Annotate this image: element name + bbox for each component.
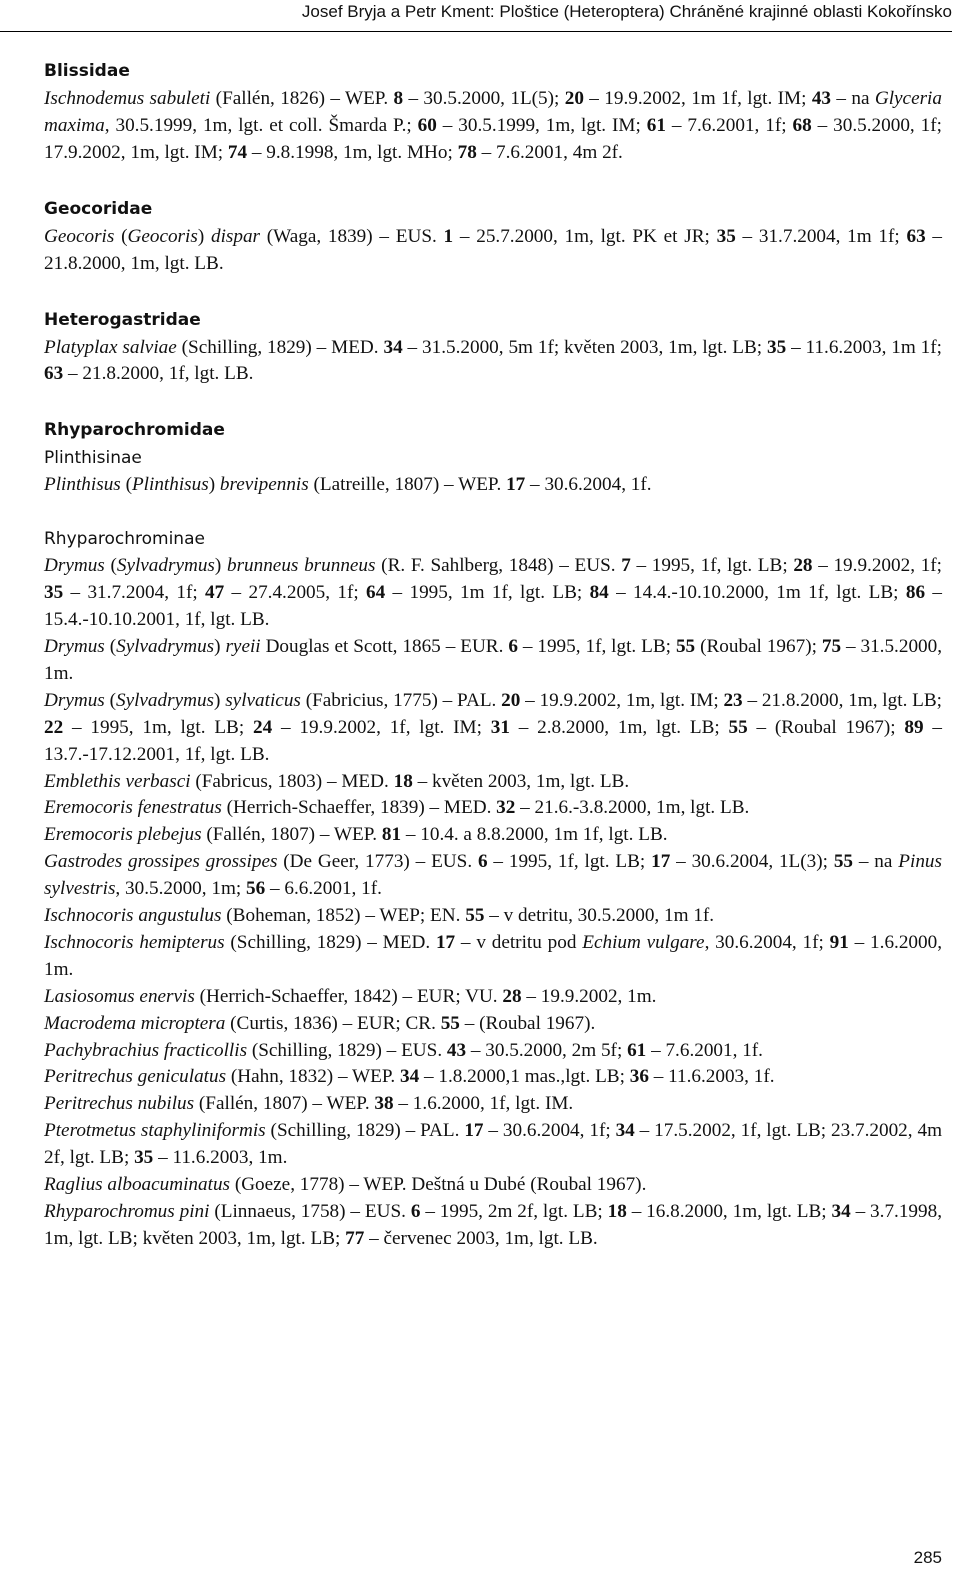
- species-entry: Lasiosomus enervis (Herrich-Schaeffer, 1842) – EUR; VU. 28 – 19.9.2002, 1m.: [44, 985, 657, 1007]
- species-entry: Pterotmetus staphyliniformis (Schilling, 1829) – PAL. 17 – 30.6.2004, 1f; 34 – 17.5.2002, 1f, lgt. LB; 23.7.2002, 4m 2f, lgt. LB; 35 – 11.6.2003, 1m.: [44, 1120, 942, 1169]
- family-heading-blissidae: Blissidae: [44, 61, 130, 81]
- species-entry: Plinthisus (Plinthisus) brevipennis (Latreille, 1807) – WEP. 17 – 30.6.2004, 1f.: [44, 474, 652, 496]
- species-entry: Eremocoris fenestratus (Herrich-Schaeffer, 1839) – MED. 32 – 21.6.-3.8.2000, 1m, lgt. LB.: [44, 797, 750, 819]
- species-entry: Drymus (Sylvadrymus) sylvaticus (Fabricius, 1775) – PAL. 20 – 19.9.2002, 1m, lgt. IM; 23 – 21.8.2000, 1m, lgt. LB; 22 – 1995, 1m, lgt. LB; 24 – 19.9.2002, 1f, lgt. IM; 31 – 2.8.2000, 1m, lgt. LB; 55 – (Roubal 1967); 89 – 13.7.-17.12.2001, 1f, lgt. LB.: [44, 689, 943, 765]
- species-entry: Gastrodes grossipes grossipes (De Geer, 1773) – EUS. 6 – 1995, 1f, lgt. LB; 17 – 30.6.2004, 1L(3); 55 – na Pinus sylvestris, 30.5.2000, 1m; 56 – 6.6.2001, 1f.: [44, 851, 942, 900]
- header-rule: [0, 31, 952, 32]
- species-entry: Platyplax salviae (Schilling, 1829) – MED. 34 – 31.5.2000, 5m 1f; květen 2003, 1m, lgt. LB; 35 – 11.6.2003, 1m 1f; 63 – 21.8.2000, 1f, lgt. LB.: [44, 336, 942, 385]
- species-entry: Emblethis verbasci (Fabricus, 1803) – MED. 18 – květen 2003, 1m, lgt. LB.: [44, 770, 630, 792]
- species-entry: Ischnocoris hemipterus (Schilling, 1829) – MED. 17 – v detritu pod Echium vulgare, 30.6.2004, 1f; 91 – 1.6.2000, 1m.: [44, 931, 943, 980]
- running-title: Josef Bryja a Petr Kment: Ploštice (Heteroptera) Chráněné krajinné oblasti Kokořínsko: [301, 2, 952, 21]
- species-name: Ischnodemus sabuleti: [44, 88, 211, 109]
- species-entry: Pachybrachius fracticollis (Schilling, 1829) – EUS. 43 – 30.5.2000, 2m 5f; 61 – 7.6.2001, 1f.: [44, 1039, 763, 1061]
- running-header: [0, 2, 952, 32]
- document-body: [44, 56, 942, 1253]
- species-entry: Ischnocoris angustulus (Boheman, 1852) – WEP; EN. 55 – v detritu, 30.5.2000, 1m 1f.: [44, 905, 715, 927]
- species-entry: Drymus (Sylvadrymus) ryeii Douglas et Scott, 1865 – EUR. 6 – 1995, 1f, lgt. LB; 55 (Roubal 1967); 75 – 31.5.2000, 1m.: [44, 635, 943, 684]
- species-entry: Drymus (Sylvadrymus) brunneus brunneus (R. F. Sahlberg, 1848) – EUS. 7 – 1995, 1f, lgt. LB; 28 – 19.9.2002, 1f; 35 – 31.7.2004, 1f; 47 – 27.4.2005, 1f; 64 – 1995, 1m 1f, lgt. LB; 84 – 14.4.-10.10.2000, 1m 1f, lgt. LB; 86 – 15.4.-10.10.2001, 1f, lgt. LB.: [44, 555, 943, 631]
- family-heading-rhyparochromidae: Rhyparochromidae: [44, 420, 225, 441]
- species-entry: Macrodema microptera (Curtis, 1836) – EUR; CR. 55 – (Roubal 1967).: [44, 1012, 596, 1034]
- family-heading-heterogastridae: Heterogastridae: [44, 309, 201, 330]
- species-entry: Peritrechus geniculatus (Hahn, 1832) – WEP. 34 – 1.8.2000,1 mas.,lgt. LB; 36 – 11.6.2003, 1f.: [44, 1066, 775, 1088]
- family-heading-geocoridae: Geocoridae: [44, 198, 153, 219]
- species-entry: Raglius alboacuminatus (Goeze, 1778) – WEP. Deštná u Dubé (Roubal 1967).: [44, 1174, 647, 1196]
- species-entry: Ischnodemus sabuleti (Fallén, 1826) – WEP. 8 – 30.5.2000, 1L(5); 20 – 19.9.2002, 1m 1f, lgt. IM; 43 – na Glyceria maxima, 30.5.1999, 1m, lgt. et coll. Šmarda P.; 60 – 30.5.1999, 1m, lgt. IM; 61 – 7.6.2001, 1f; 68 – 30.5.2000, 1f; 17.9.2002, 1m, lgt. IM; 74 – 9.8.1998, 1m, lgt. MHo; 78 – 7.6.2001, 4m 2f.: [44, 88, 942, 163]
- subfamily-heading-rhyparochrominae: Rhyparochrominae: [44, 529, 205, 550]
- page-number: 285: [913, 1548, 942, 1567]
- subfamily-heading-plinthisinae: Plinthisinae: [44, 448, 142, 469]
- species-entry: Rhyparochromus pini (Linnaeus, 1758) – EUS. 6 – 1995, 2m 2f, lgt. LB; 18 – 16.8.2000, 1m, lgt. LB; 34 – 3.7.1998, 1m, lgt. LB; květen 2003, 1m, lgt. LB; 77 – červenec 2003, 1m, lgt. LB.: [44, 1201, 943, 1249]
- species-entry: Geocoris (Geocoris) dispar (Waga, 1839) – EUS. 1 – 25.7.2000, 1m, lgt. PK et JR; 35 – 31.7.2004, 1m 1f; 63 – 21.8.2000, 1m, lgt. LB.: [44, 225, 943, 274]
- species-entry: Eremocoris plebejus (Fallén, 1807) – WEP. 81 – 10.4. a 8.8.2000, 1m 1f, lgt. LB.: [44, 824, 668, 846]
- species-entry: Peritrechus nubilus (Fallén, 1807) – WEP. 38 – 1.6.2000, 1f, lgt. IM.: [44, 1093, 574, 1115]
